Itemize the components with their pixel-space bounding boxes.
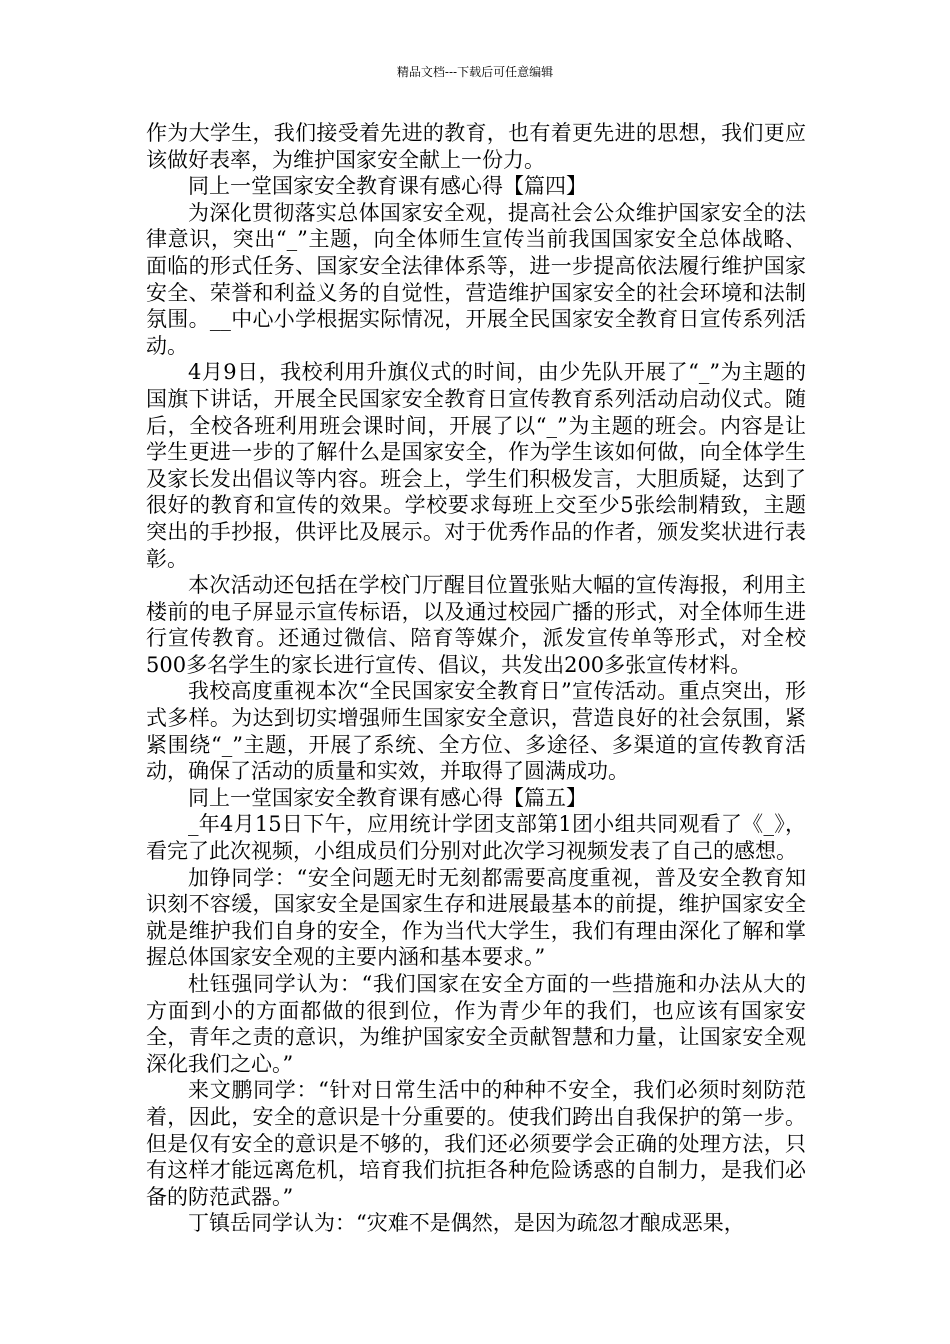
document-body: [146, 120, 806, 1237]
paragraph: 来文鹏同学：“针对日常生活中的种种不安全，我们必须时刻防范着，因此，安全的意识是十分重要的。使我们跨出自我保护的第一步。但是仅有安全的意识是不够的，我们还必须要学会正确的处理方法，只有这样才能远离危机，培育我们抗拒各种危险诱惑的自制力，是我们必备的防范武器。”: [146, 1078, 806, 1209]
paragraph: 我校高度重视本次“全民国家安全教育日”宣传活动。重点突出，形式多样。为达到切实增强师生国家安全意识，营造良好的社会氛围，紧紧围绕“_”主题，开展了系统、全方位、多途径、多渠道的宣传教育活动，确保了活动的质量和实效，并取得了圆满成功。: [146, 679, 806, 784]
paragraph: _年4月15日下午，应用统计学团支部第1团小组共同观看了《_》，看完了此次视频，小组成员们分别对此次学习视频发表了自己的感想。: [146, 812, 806, 864]
paragraph: 为深化贯彻落实总体国家安全观，提高社会公众维护国家安全的法律意识，突出“_”主题，向全体师生宣传当前我国国家安全总体战略、面临的形式任务、国家安全法律体系等，进一步提高依法履行维护国家安全、荣誉和利益义务的自觉性，营造维护国家安全的社会环境和法制氛围。__中心小学根据实际情况，开展全民国家安全教育日宣传系列活动。: [146, 200, 806, 358]
paragraph: 4月9日，我校利用升旗仪式的时间，由少先队开展了“_”为主题的国旗下讲话，开展全民国家安全教育日宣传教育系列活动启动仪式。随后，全校各班利用班会课时间，开展了以“_”为主题的班会。内容是让学生更进一步的了解什么是国家安全，作为学生该如何做，向全体学生及家长发出倡议等内容。班会上，学生们积极发言，大胆质疑，达到了很好的教育和宣传的效果。学校要求每班上交至少5张绘制精致，主题突出的手抄报，供评比及展示。对于优秀作品的作者，颁发奖状进行表彰。: [146, 360, 806, 571]
paragraph: 丁镇岳同学认为：“灾难不是偶然，是因为疏忽才酿成恶果，: [188, 1211, 745, 1236]
paragraph-intro: 作为大学生，我们接受着先进的教育，也有着更先进的思想，我们更应该做好表率，为维护国家安全献上一份力。: [146, 121, 806, 172]
paragraph: 加铮同学：“安全问题无时无刻都需要高度重视，普及安全教育知识刻不容缓，国家安全是国家生存和进展最基本的前提，维护国家安全就是维护我们自身的安全，作为当代大学生，我们有理由深化了解和掌握总体国家安全观的主要内涵和基本要求。”: [146, 865, 806, 970]
paragraph: 本次活动还包括在学校门厅醒目位置张贴大幅的宣传海报，利用主楼前的电子屏显示宣传标语，以及通过校园广播的形式，对全体师生进行宣传教育。还通过微信、陪育等媒介，派发宣传单等形式，对全校500多名学生的家长进行宣传、倡议，共发出200多张宣传材料。: [146, 573, 806, 677]
page-header: 精品文档---下载后可任意编辑: [396, 65, 554, 79]
section-heading-part5: 同上一堂国家安全教育课有感心得【篇五】: [188, 785, 587, 810]
section-heading-part4: 同上一堂国家安全教育课有感心得【篇四】: [188, 174, 587, 199]
paragraph: 杜钰强同学认为：“我们国家在安全方面的一些措施和办法从大的方面到小的方面都做的很到位，作为青少年的我们，也应该有国家安全，青年之责的意识，为维护国家安全贡献智慧和力量，让国家安全观深化我们之心。”: [146, 972, 806, 1076]
